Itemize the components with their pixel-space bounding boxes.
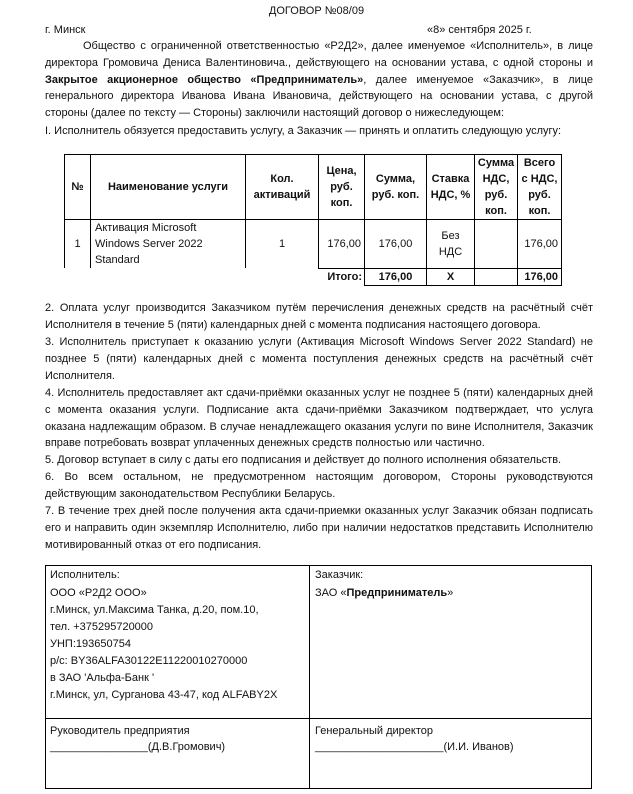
customer-sign-line: _____________________(И.И. Иванов) [315,741,514,753]
executor-line-3: тел. +375295720000 [50,621,154,633]
cell-service-name: Активация Microsoft Windows Server 2022 Standard [91,220,246,269]
requisites-table [45,565,592,789]
contract-city: г. Минск [45,24,86,36]
col-header-price: Цена, руб. коп. [319,155,365,220]
services-table [64,154,562,286]
executor-sign-title: Руководитель предприятия [50,725,190,737]
cell-sum: 176,00 [365,220,427,269]
intro-customer-name: Закрытое акционерное общество «Предприниматель» [45,73,364,86]
customer-sign-title: Генеральный директор [315,725,433,737]
total-empty-1 [65,268,91,285]
contract-date: «8» сентября 2025 г. [427,24,532,36]
col-header-sum: Сумма, руб. коп. [365,155,427,220]
total-vat-rate: X [427,268,475,285]
executor-line-4: УНП:193650754 [50,638,131,650]
cell-total: 176,00 [518,220,562,269]
clause-1: I. Исполнитель обязуется предоставить услугу, а Заказчик — принять и оплатить следующую услугу: [45,125,562,137]
executor-line-2: г.Минск, ул.Максима Танка, д.20, пом.10, [50,604,259,616]
customer-label: Заказчик: [315,569,364,581]
customer-suffix: » [447,587,454,599]
total-sum: 176,00 [365,268,427,285]
total-amount: 176,00 [518,268,562,285]
clause-6: 6. Во всем остальном, не предусмотренном настоящим договором, Стороны руководствуются действующим законодательством Республики Беларусь. [45,471,593,500]
table-total-row [65,268,562,285]
customer-prefix: ЗАО « [315,587,347,599]
clause-3: 3. Исполнитель приступает к оказанию услуги (Активация Microsoft Windows Server 2022 Standard) не позднее 5 (пяти) календарных дней с момента поступления денежных средств на расчётный счёт Исполнителя. [45,336,593,382]
col-header-total: Всего с НДС, руб. коп. [518,155,562,220]
clause-4: 4. Исполнитель предоставляет акт сдачи-приёмки оказанных услуг не позднее 5 (пяти) календарных дней с момента оказания услуги. Подписание акта сдачи-приёмки Заказчиком подтверждает, что услуга оказана надлежащим образом. В случае ненадлежащего оказания услуги по вине Исполнителя, Заказчик вправе потребовать возврат уплаченных денежных средств полностью или частично. [45,387,593,450]
col-header-qty: Кол. активаций [246,155,319,220]
cell-price: 176,00 [319,220,365,269]
cell-no: 1 [65,220,91,269]
executor-line-1: ООО «Р2Д2 ООО» [50,587,147,599]
customer-name-line [315,587,453,599]
intro-text-1: Общество с ограниченной ответственностью «Р2Д2», далее именуемое «Исполнитель», в лице директора Громовича Дениса Валентиновича., действующего на основании устава, с одной стороны и [45,40,593,69]
table-row [65,220,562,269]
total-empty-2 [91,268,246,285]
cell-vat-rate: Без НДС [427,220,475,269]
col-header-vat-rate: Ставка НДС, % [427,155,475,220]
table-header-row [65,155,562,220]
executor-line-6: в ЗАО 'Альфа-Банк ' [50,672,155,684]
customer-name: Предприниматель [346,587,448,599]
executor-sign-line: ________________(Д.В.Громович) [50,741,226,753]
executor-line-7: г.Минск, ул, Сурганова 43-47, код ALFABY2X [50,689,278,701]
total-empty-3 [246,268,319,285]
intro-text-2: , далее именуемое «Заказчик», в лице генерального директора Иванова Ивана Ивановича, действующего на основании устава, с другой стороны (далее по тексту — Стороны) заключили настоящий договор о нижеследующем: [45,73,594,120]
col-header-name: Наименование услуги [91,155,246,220]
clause-2: 2. Оплата услуг производится Заказчиком путём перечисления денежных средств на расчётный счёт Исполнителя в течение 5 (пяти) календарных дней с момента подписания настоящего договора. [45,302,593,331]
total-vat-sum [475,268,518,285]
cell-vat-sum [475,220,518,269]
intro-paragraph [45,38,593,122]
document-title: ДОГОВОР №08/09 [268,5,365,17]
executor-label: Исполнитель: [50,569,120,581]
cell-qty: 1 [246,220,319,269]
col-header-no: № [65,155,91,220]
executor-line-5: р/с: BY36ALFA30122E11220010270000 [50,655,248,667]
total-label: Итого: [319,268,365,285]
col-header-vat-sum: Сумма НДС, руб. коп. [475,155,518,220]
clause-7: 7. В течение трех дней после получения акта сдачи-приемки оказанных услуг Заказчик обязан подписать его и направить один экземпляр Исполнителю, либо при наличии недостатков представить Исполнителю мотивированный отказ от его подписания. [45,505,593,551]
clause-5: 5. Договор вступает в силу с даты его подписания и действует до полного исполнения обязательств. [45,454,562,466]
